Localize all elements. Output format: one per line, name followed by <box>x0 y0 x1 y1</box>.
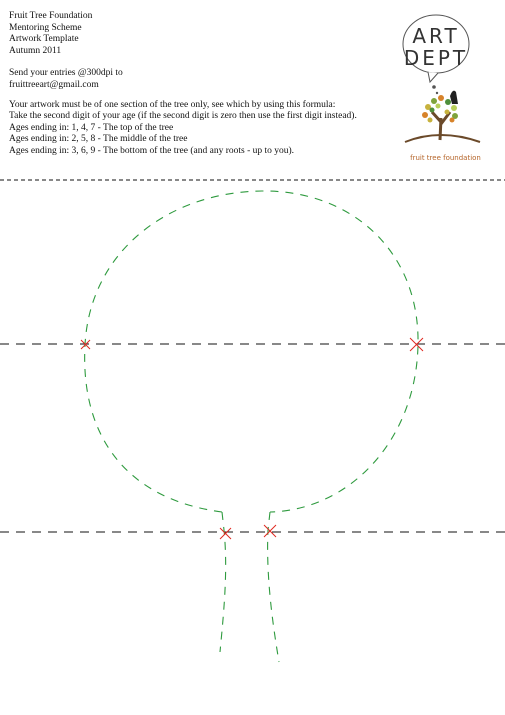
season: Autumn 2011 <box>9 45 62 56</box>
fruit-tree-logo-icon <box>405 91 480 142</box>
rule-middle: Ages ending in: 2, 5, 8 - The middle of the tree <box>9 134 188 145</box>
rule-top: Ages ending in: 1, 4, 7 - The top of the tree <box>9 122 174 133</box>
org-name: Fruit Tree Foundation <box>9 11 93 21</box>
art-dept-logo <box>403 15 469 94</box>
cross-marker-left-trunk <box>220 528 231 539</box>
logo-dept-text: DEPT <box>403 46 469 70</box>
instructions-formula: Take the second digit of your age (if the second digit is zero then use the first digit instead). <box>9 111 357 122</box>
email-address: fruittreeart@gmail.com <box>9 79 99 90</box>
canopy-outline <box>85 191 418 512</box>
logo-art-text: ART <box>412 24 460 48</box>
send-line: Send your entries @300dpi to <box>9 68 123 79</box>
foundation-logo-text: fruit tree foundation <box>410 154 481 162</box>
rule-bottom: Ages ending in: 3, 6, 9 - The bottom of the tree (and any roots - up to you). <box>9 145 295 156</box>
doc-type: Artwork Template <box>9 34 79 45</box>
instructions-intro: Your artwork must be of one section of the tree only, see which by using this formula: <box>9 99 336 110</box>
scheme-name: Mentoring Scheme <box>9 22 82 33</box>
cross-marker-right-trunk <box>264 525 276 537</box>
